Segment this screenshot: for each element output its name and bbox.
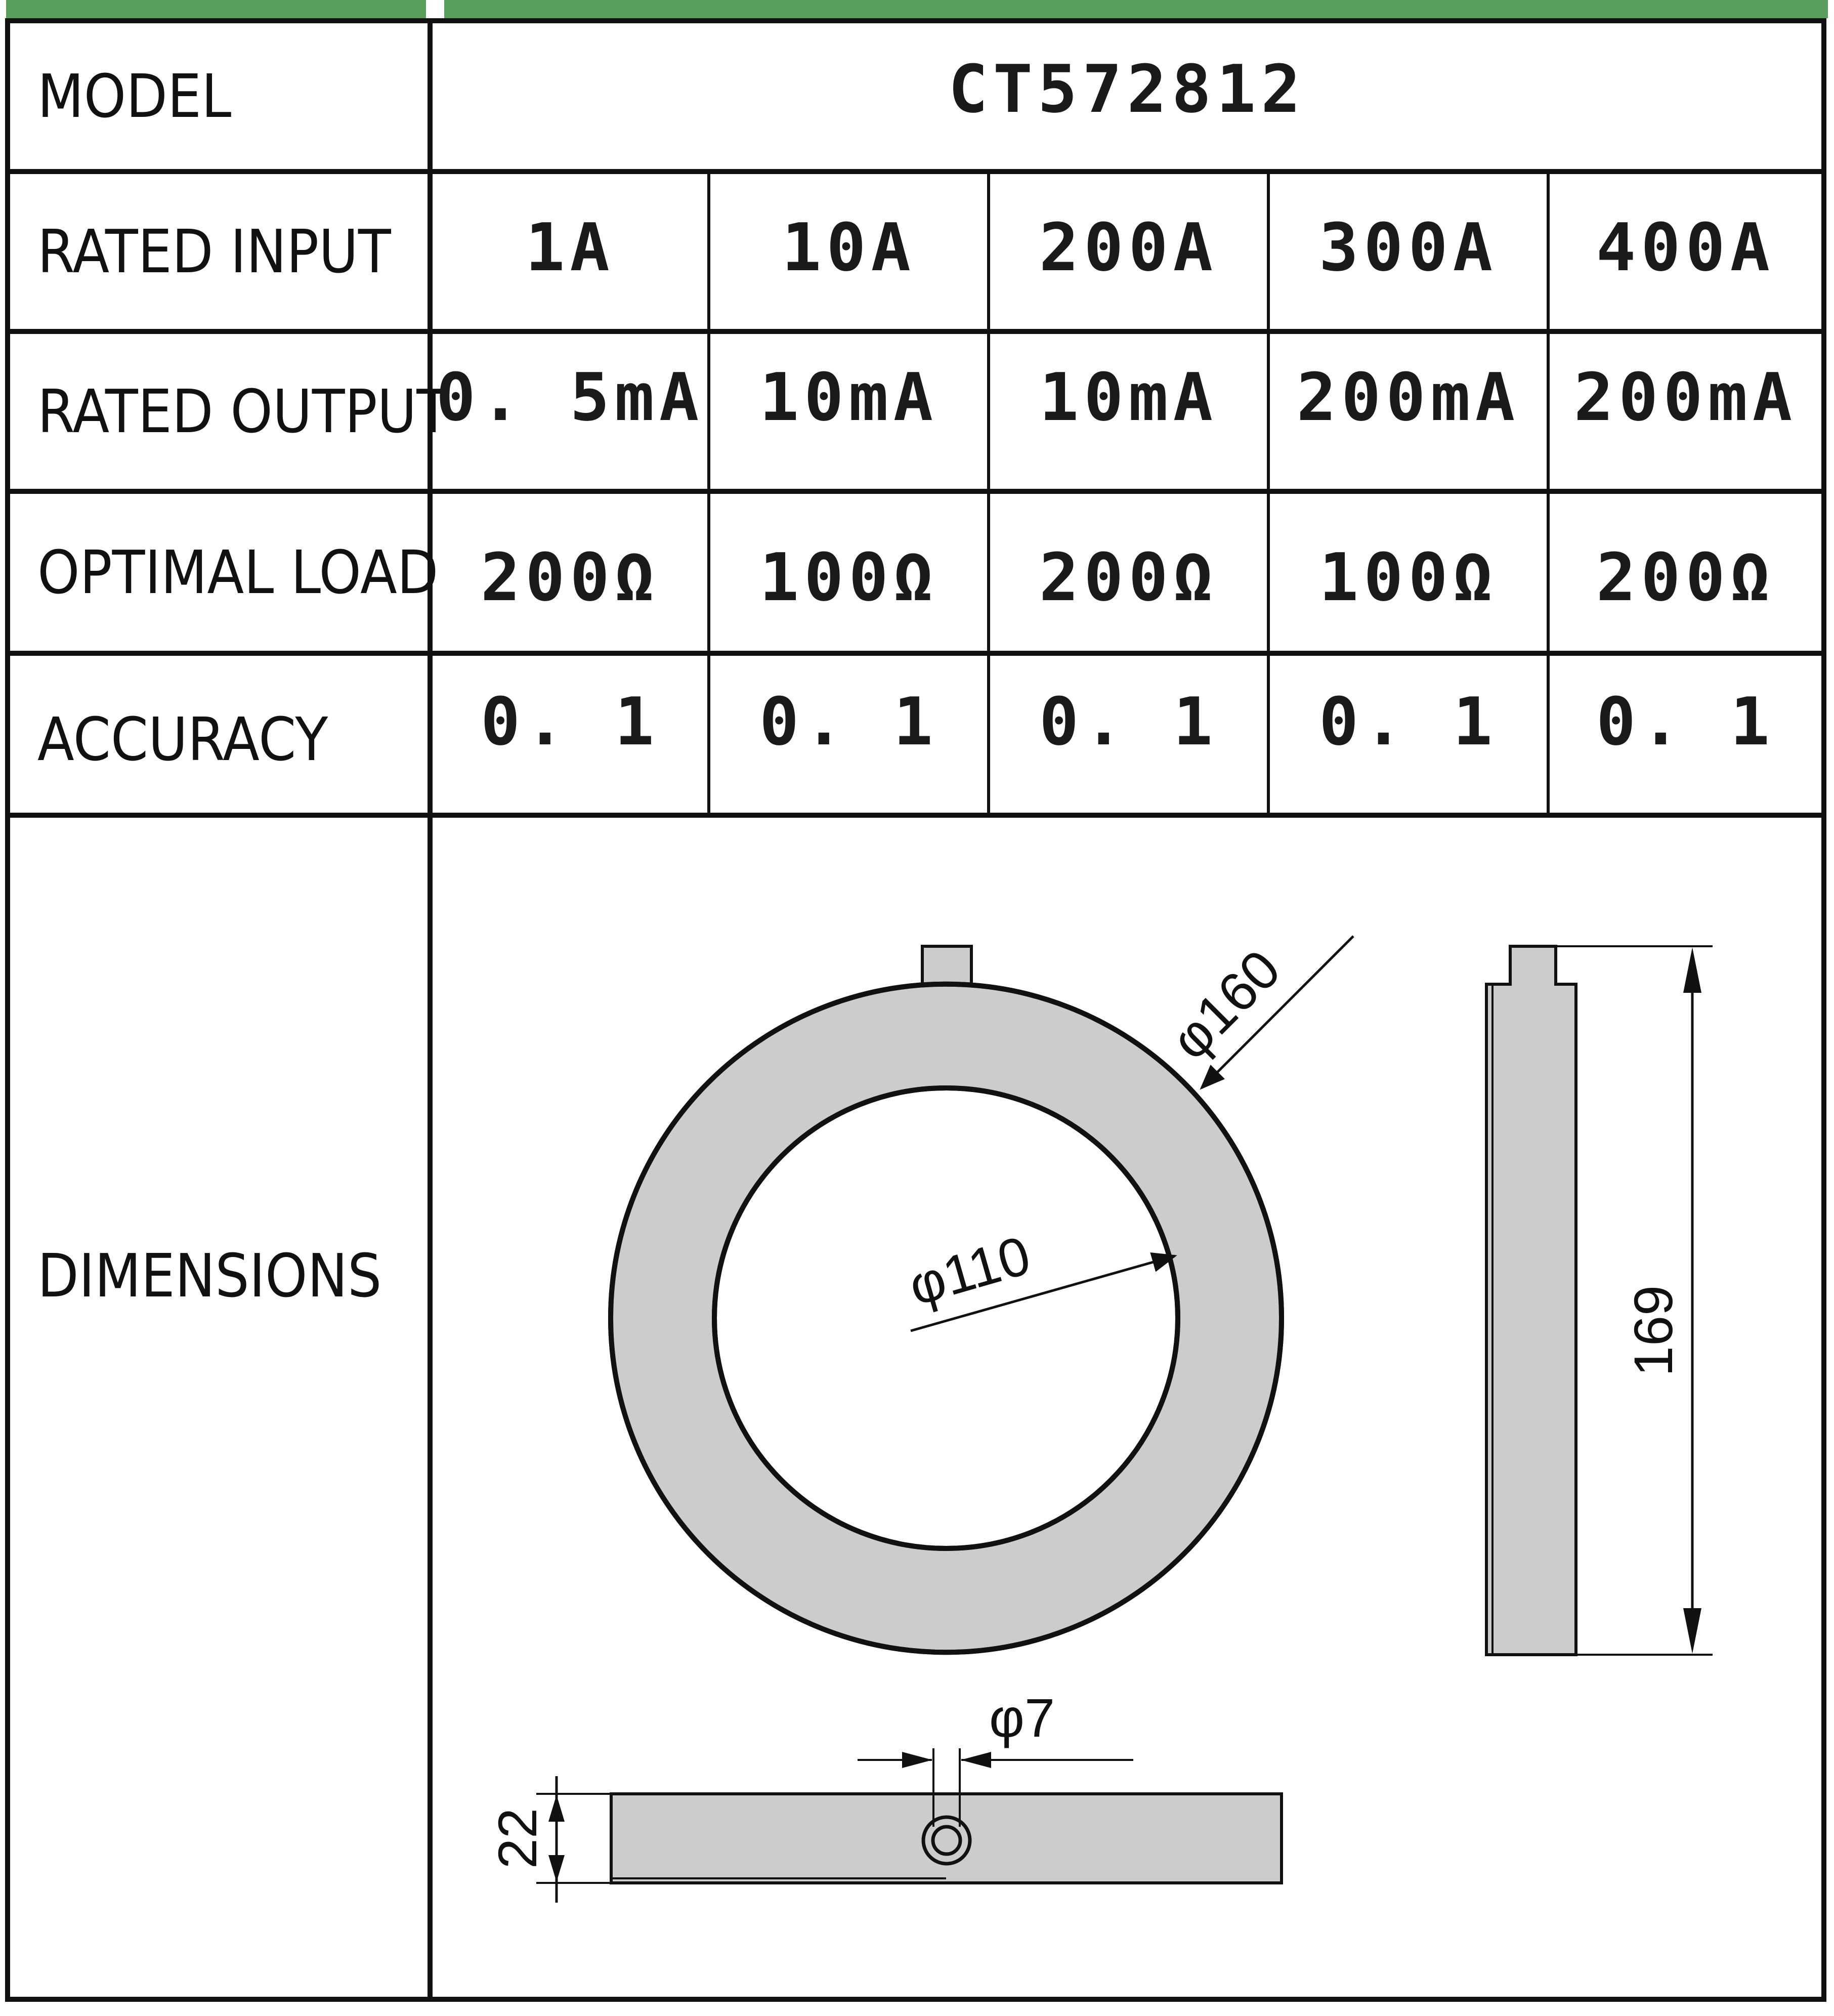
rated-input-value: 400A <box>1596 209 1775 286</box>
model-value: CT572812 <box>948 51 1306 128</box>
optimal-load-value: 200Ω <box>1596 539 1775 616</box>
hole-arrow-right <box>961 1752 991 1768</box>
hole-diameter-label: φ7 <box>989 1687 1055 1748</box>
rated-input-value: 1A <box>525 209 615 286</box>
optimal-load-value: 200Ω <box>480 539 660 616</box>
thickness-arrow-top <box>548 1795 565 1822</box>
rated-output-value: 10mA <box>1039 359 1218 436</box>
accuracy-value: 0. 1 <box>1596 683 1775 760</box>
accuracy-value: 0. 1 <box>480 683 660 760</box>
inner-diameter-label: φ110 <box>902 1224 1037 1317</box>
rated-input-label: RATED INPUT <box>37 217 391 286</box>
rated-input-value: 200A <box>1039 209 1218 286</box>
rated-output-value: 10mA <box>759 359 939 436</box>
hole-inner <box>933 1827 960 1854</box>
rated-output-label: RATED OUTPUT <box>37 376 450 446</box>
ring-bottom-view <box>487 1687 1282 1903</box>
rated-input-value: 10A <box>782 209 916 286</box>
optimal-load-value: 100Ω <box>1318 539 1498 616</box>
accuracy-value: 0. 1 <box>759 683 939 760</box>
hole-arrow-left <box>902 1752 932 1768</box>
rated-output-value: 0. 5mA <box>436 359 704 436</box>
side-body <box>1486 946 1576 1655</box>
rated-input-value: 300A <box>1318 209 1498 286</box>
ring-front-view <box>611 936 1353 1652</box>
accuracy-label: ACCURACY <box>37 704 328 774</box>
rated-output-value: 200mA <box>1296 359 1520 436</box>
ring-side-view <box>1486 946 1713 1655</box>
ring-inner-edge <box>714 1088 1178 1548</box>
ring-tab <box>922 946 971 985</box>
height-arrow-bottom <box>1683 1608 1701 1654</box>
ring-body <box>611 984 1282 1652</box>
accuracy-value: 0. 1 <box>1318 683 1498 760</box>
height-label: 169 <box>1623 1285 1684 1377</box>
model-label: MODEL <box>37 61 232 131</box>
accuracy-value: 0. 1 <box>1039 683 1218 760</box>
outer-diameter-label: φ160 <box>1159 938 1292 1071</box>
thickness-arrow-bottom <box>548 1855 565 1882</box>
optimal-load-value: 200Ω <box>1039 539 1218 616</box>
optimal-load-value: 100Ω <box>759 539 939 616</box>
rated-output-value: 200mA <box>1573 359 1798 436</box>
dimensions-label: DIMENSIONS <box>37 1241 382 1311</box>
optimal-load-label: OPTIMAL LOAD <box>37 537 439 607</box>
thickness-label: 22 <box>487 1808 548 1869</box>
height-arrow-top <box>1683 947 1701 993</box>
